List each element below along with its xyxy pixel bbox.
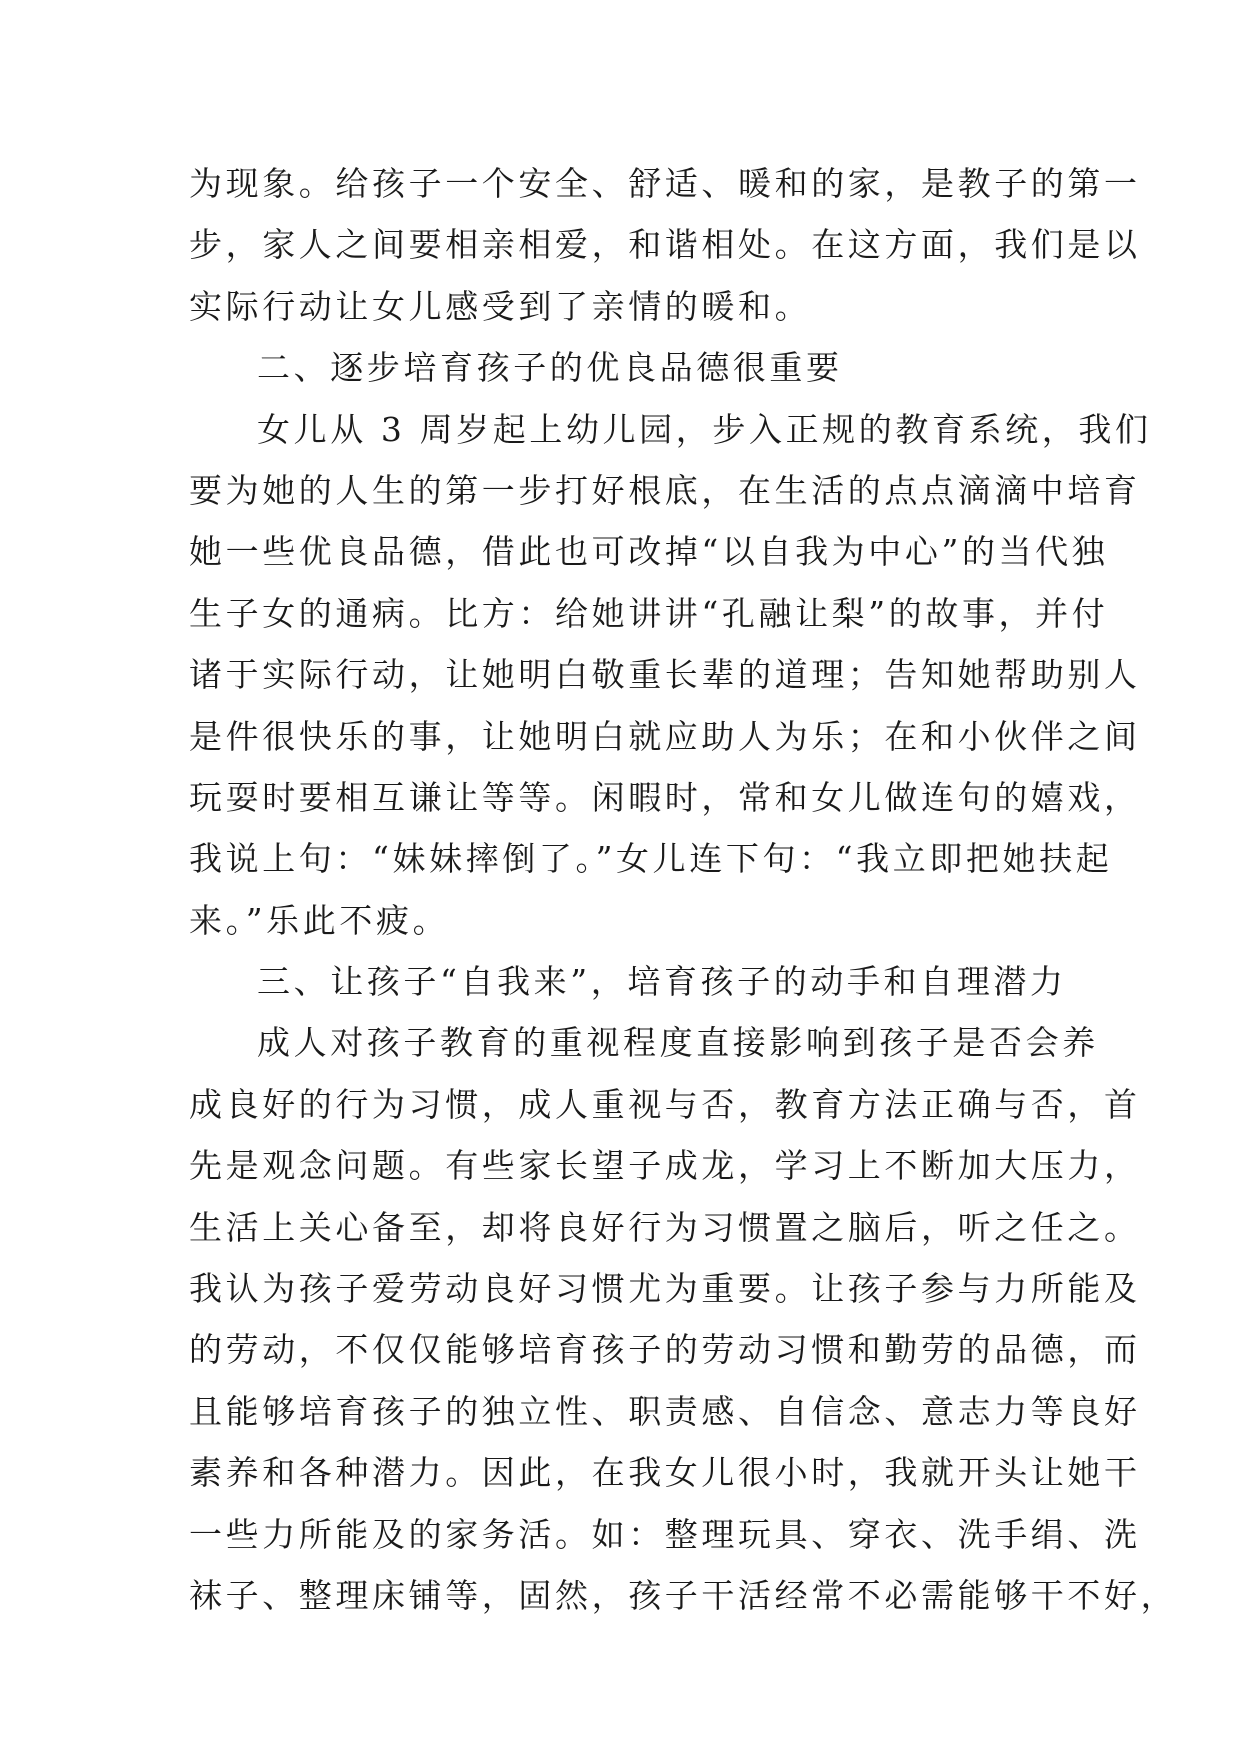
text-line: 我认为孩子爱劳动良好习惯尤为重要。让孩子参与力所能及 bbox=[189, 1269, 1141, 1309]
text-line: 她一些优良品德，借此也可改掉“以自我为中心”的当代独 bbox=[189, 532, 1109, 572]
body-text bbox=[189, 153, 1178, 1626]
text-line: 玩耍时要相互谦让等等。闲暇时，常和女儿做连句的嬉戏， bbox=[189, 777, 1141, 817]
text-line: 实际行动让女儿感受到了亲情的暖和。 bbox=[189, 286, 812, 326]
text-line: 我说上句：“妹妹摔倒了。”女儿连下句：“我立即把她扶起 bbox=[189, 839, 1113, 879]
text-line: 成良好的行为习惯，成人重视与否，教育方法正确与否，首 bbox=[189, 1084, 1141, 1124]
text-line: 是件很快乐的事，让她明白就应助人为乐；在和小伙伴之间 bbox=[189, 716, 1141, 756]
section-heading: 三、让孩子“自我来”，培育孩子的动手和自理潜力 bbox=[257, 962, 1067, 1002]
text-line: 一些力所能及的家务活。如：整理玩具、穿衣、洗手绢、洗 bbox=[189, 1514, 1141, 1554]
text-line: 女儿从 3 周岁起上幼儿园，步入正规的教育系统，我们 bbox=[257, 409, 1152, 449]
text-line: 要为她的人生的第一步打好根底，在生活的点点滴滴中培育 bbox=[189, 470, 1141, 510]
text-line: 且能够培育孩子的独立性、职责感、自信念、意志力等良好 bbox=[189, 1391, 1141, 1431]
text-line: 生活上关心备至，却将良好行为习惯置之脑后，听之任之。 bbox=[189, 1207, 1141, 1247]
text-line: 素养和各种潜力。因此，在我女儿很小时，我就开头让她干 bbox=[189, 1453, 1141, 1493]
text-line: 袜子、整理床铺等，固然，孩子干活经常不必需能够干不好， bbox=[189, 1575, 1178, 1615]
text-line: 为现象。给孩子一个安全、舒适、暖和的家，是教子的第一 bbox=[189, 164, 1141, 203]
text-line: 来。”乐此不疲。 bbox=[189, 900, 450, 940]
text-line: 生子女的通病。比方：给她讲讲“孔融让梨”的故事，并付 bbox=[189, 593, 1109, 633]
text-line: 步，家人之间要相亲相爱，和谐相处。在这方面，我们是以 bbox=[189, 225, 1141, 265]
text-line: 的劳动，不仅仅能够培育孩子的劳动习惯和勤劳的品德，而 bbox=[189, 1330, 1141, 1370]
text-line: 诸于实际行动，让她明白敬重长辈的道理；告知她帮助别人 bbox=[189, 655, 1141, 695]
text-line: 先是观念问题。有些家长望子成龙，学习上不断加大压力， bbox=[189, 1146, 1141, 1186]
section-heading: 二、逐步培育孩子的优良品德很重要 bbox=[257, 348, 843, 388]
text-line: 成人对孩子教育的重视程度直接影响到孩子是否会养 bbox=[257, 1023, 1099, 1063]
